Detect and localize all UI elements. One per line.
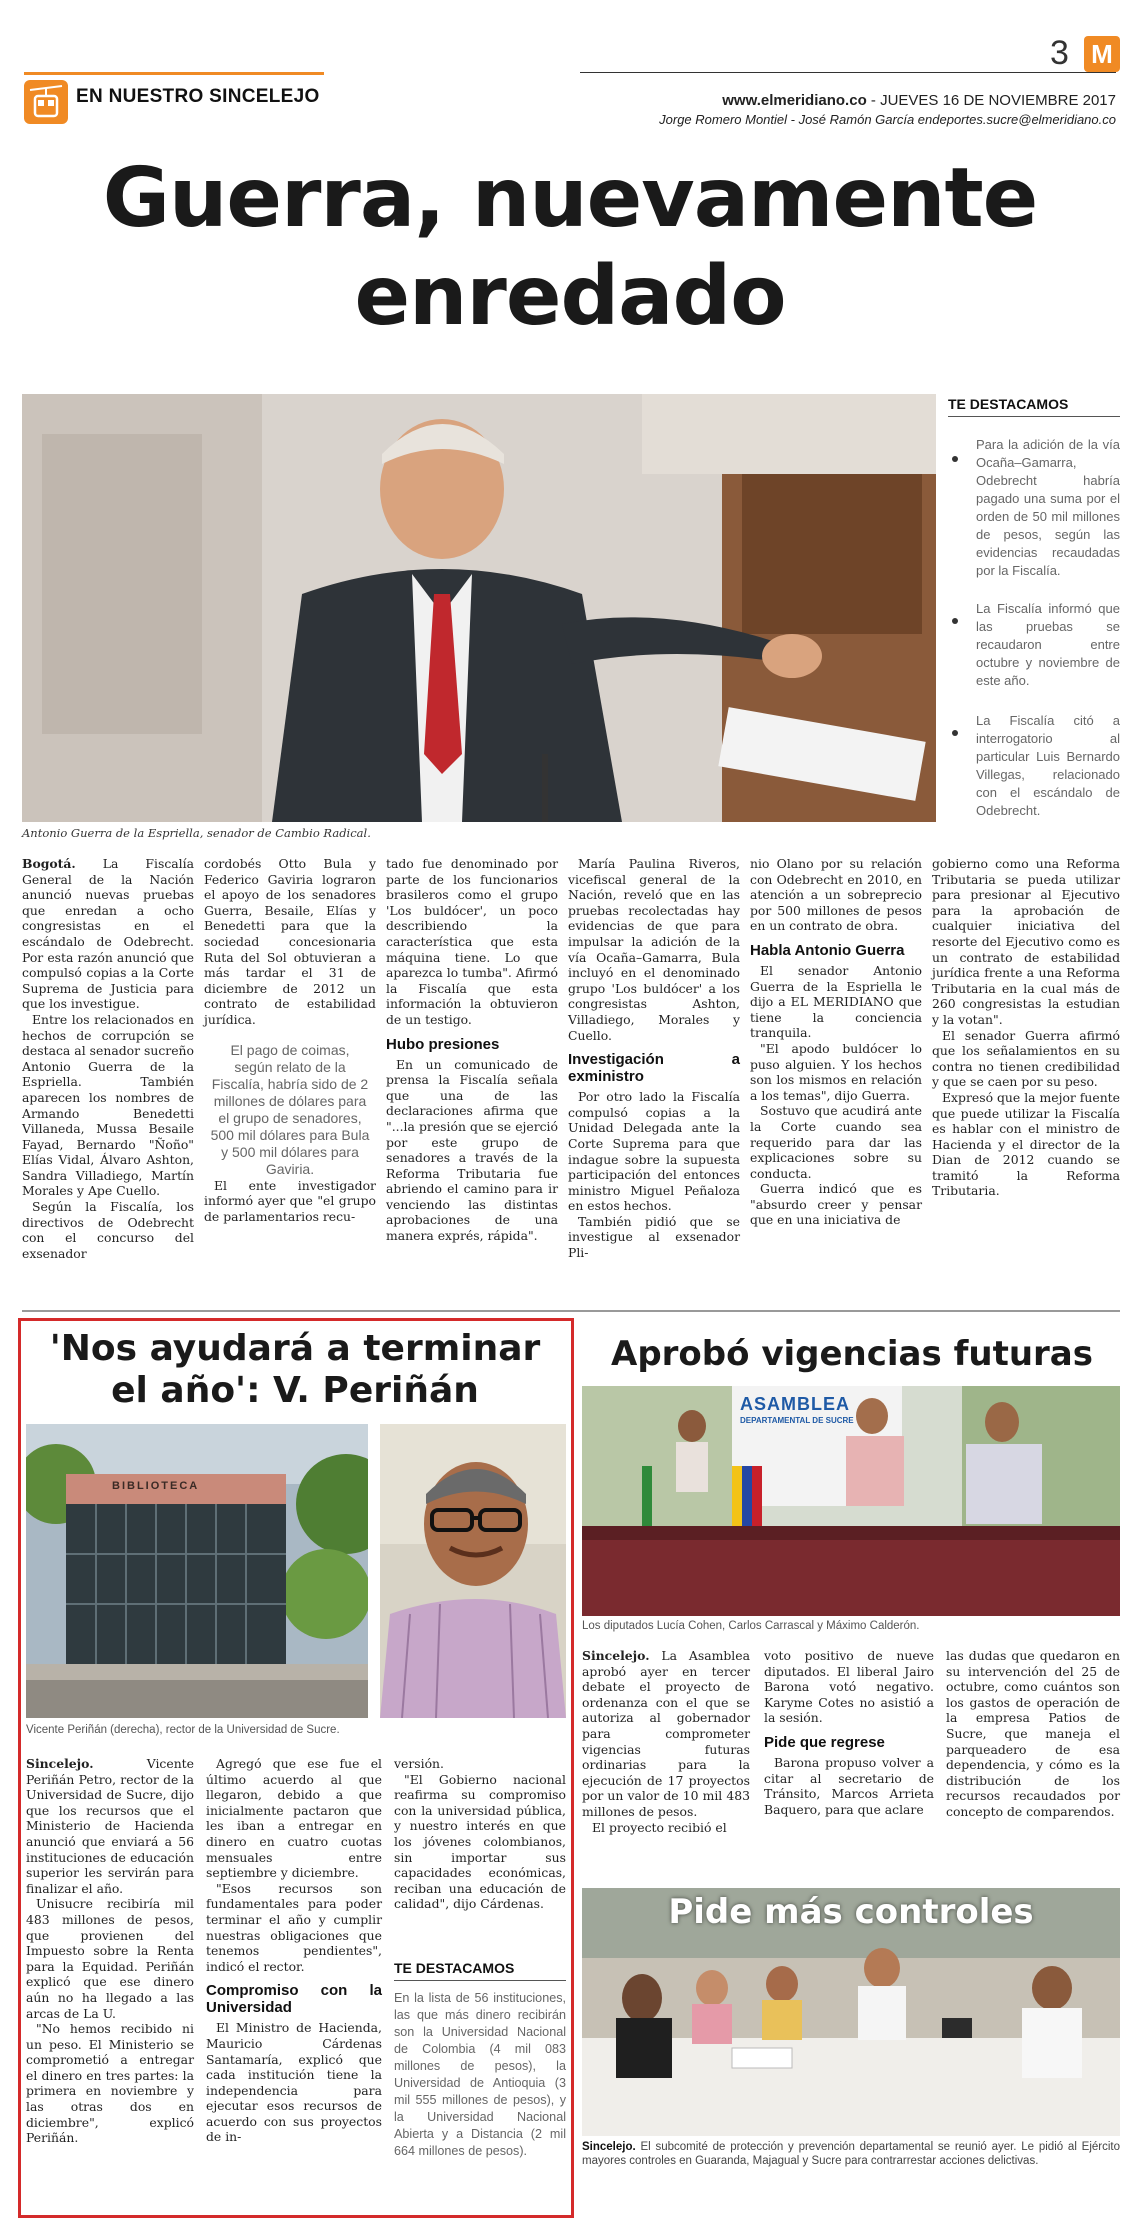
bullet-icon [952,618,958,624]
main-headline-line1: Guerra, nuevamente [102,151,1038,246]
main-column-2 [204,856,376,1224]
main-photo [22,394,936,822]
rector-photo [380,1424,566,1718]
section-rule [24,72,324,75]
dateline-city: Bogotá. [22,856,76,871]
paragraph: Guerra indicó que es "absurdo creer y pensar que en una iniciativa de [750,1181,922,1228]
paragraph: tado fue denominado por parte de los funcionarios brasileros como el grupo 'Los buldócer', un poco describiendo la característica que esta máquina tiene. Lo que aparezca lo tumba". Afirmó la Fiscalía que esta información la obtuvieron de un testigo. [386,856,558,1027]
dateline [560,92,1116,109]
perinan-column-3 [394,1756,566,1912]
paragraph: El Ministro de Hacienda, Mauricio Cárdenas Santamaría, explicó que cada institución tiene la independencia para ejecutar esos recursos de acuerdo con sus proyectos de in- [206,2020,382,2145]
main-headline-line2: enredado [354,249,786,344]
dateline-city: Sincelejo. [582,2141,636,2153]
controles-headline: Pide más controles [668,1892,1034,1932]
destacamos-item: La Fiscalía informó que las pruebas se recaudaron entre octubre y noviembre de este año. [976,601,1120,688]
perinan-photo-caption: Vicente Periñán (derecha), rector de la Universidad de Sucre. [26,1724,340,1736]
paragraph: En un comunicado de prensa la Fiscalía señala que una de las declaraciones afirma que "...la presión que se ejerció por este grupo de senadores a través de la Reforma Tributaria fue abriendo el camino para ir venciendo las distintas aprobaciones de una manera exprés, rápida". [386,1056,558,1244]
paragraph: Sostuvo que acudirá ante la Corte cuando sea requerido para dar las explicaciones sobre su conducta. [750,1103,922,1181]
paragraph: "El apodo buldócer lo puso alguien. Y los hechos son los mismos en relación a los temas", dijo Guerra. [750,1040,922,1103]
paragraph: Unisucre recibiría mil 483 millones de pesos, que provienen del Impuesto sobre la Renta para la Equidad. Periñán explicó que ese dinero aún no ha llegado a las arcas de La U. [26,1896,194,2021]
paragraph: Por otro lado la Fiscalía compulsó copias a la Unidad Delegada ante la Corte Suprema para que indague sobre la supuesta participación del entonces ministro Miguel Peñaloza en estos hechos. [568,1089,740,1214]
paragraph: Vicente Periñán Petro, rector de la Universidad de Sucre, dijo que los recursos que el Ministerio de Hacienda anunció que enviará a 56 instituciones de educación superior les servirán para finalizar el año. [26,1756,194,1896]
page-number: 3 [1050,34,1069,72]
main-headline [20,150,1120,346]
destacamos-item: La Fiscalía citó a interrogatorio al particular Luis Bernardo Villegas, relacionado con el escándalo de Odebrecht. [976,713,1120,818]
newspaper-logo: M [1084,36,1120,72]
paragraph: La Fiscalía General de la Nación anunció nuevas pruebas que enredan a ocho congresistas en el escándalo de Odebrecht. Por esta razón anunció que compulsó copias a la Corte Suprema de Justicia para que los investigue. [22,856,194,1012]
dateline-city: Sincelejo. [582,1648,650,1663]
perinan-headline [30,1328,560,1412]
issue-date: - JUEVES 16 DE NOVIEMBRE 2017 [870,92,1116,109]
vigencias-headline: Aprobó vigencias futuras [611,1334,1093,1374]
vigencias-column-3 [946,1648,1120,1820]
pull-quote: El pago de coimas, según relato de la Fiscalía, habría sido de 2 millones de dólares para el grupo de senadores, 500 mil dólares para Bula y 500 mil dólares para Gaviria. [210,1041,370,1177]
main-column-4 [568,856,740,1261]
perinan-headline-line2: el año': V. Periñán [111,1370,479,1411]
paragraph: Según la Fiscalía, los directivos de Odebrecht con el concurso del exsenador [22,1199,194,1261]
paragraph: versión. [394,1756,444,1771]
paragraph: cordobés Otto Bula y Federico Gaviria lograron el apoyo de los senadores Guerra, Besaile, Elías y Benedetti para que la sociedad concesionaria Ruta del Sol obtuvieran a más tardar el 31 de diciembre de 2012 un contrato de estabilidad jurídica. [204,856,376,1027]
perinan-column-1 [26,1756,194,2146]
subhead: Compromiso con la Universidad [206,1982,382,2017]
main-column-5 [750,856,922,1228]
paragraph: También pidió que se investigue al exsenador Pli- [568,1213,740,1261]
paragraph: Entre los relacionados en hechos de corrupción se destaca al senador sucreño Antonio Guerra de la Espriella. También aparecen los nombres de Armando Benedetti Villaneda, Mussa Besaile Fayad, Bernardo "Ñoño" Elías Vidal, Álvaro Ashton, Sandra Villadiego, Martín Morales y Ape Cuello. [22,1011,194,1199]
section-label: EN NUESTRO SINCELEJO [76,86,320,107]
vigencias-column-2 [764,1648,934,1817]
author-credits: Jorge Romero Montiel - José Ramón García endeportes.sucre@elmeridiano.co [659,112,1116,127]
bullet-icon [952,730,958,736]
subhead: Investigación a exministro [568,1051,740,1086]
subhead: Pide que regrese [764,1733,885,1751]
destacamos-item: Para la adición de la vía Ocaña–Gamarra, Odebrecht habría pagado una suma por el orden de 50 mil millones de pesos, según las evidencias recaudadas por la Fiscalía. [976,437,1120,578]
paragraph: El proyecto recibió el [592,1819,727,1835]
dateline-city: Sincelejo. [26,1756,94,1771]
caption-text: El subcomité de protección y prevención departamental se reunió ayer. Le pidió al Ejército mayores controles en Guaranda, Majagual y Sucre para contrarrestar acciones delictivas. [582,2141,1120,2167]
main-column-3 [386,856,558,1244]
destacamos-title: TE DESTACAMOS [948,396,1069,412]
vigencias-column-1 [582,1648,750,1835]
paragraph: Barona propuso volver a citar al secretario de Tránsito, Marcos Arrieta Baquero, para que aclare [764,1754,934,1817]
paragraph: las dudas que quedaron en su intervención del 25 de octubre, como cuántos son los gastos de operación de la empresa Patios de Sucre, que maneja el parqueadero de esa dependencia, y cómo es la distribución de los recursos recaudados por concepto de comparendos. [946,1648,1120,1819]
main-column-1 [22,856,194,1261]
library-photo [26,1424,368,1718]
site-url[interactable]: www.elmeridiano.co [722,92,867,109]
paragraph: El senador Guerra afirmó que los señalamientos en su contra no tienen credibilidad y que se caen por su peso. [932,1027,1120,1090]
section-separator [22,1310,1120,1312]
destacamos-rule [394,1980,566,1981]
perinan-column-2 [206,1756,382,2145]
paragraph: gobierno como una Reforma Tributaria se pueda utilizar para presionar al Ejecutivo para la aprobación de cualquier iniciativa del resorte del Ejecutivo como es un contrato de estabilidad jurídica frente a una Reforma Tributaria en la cual más de 260 congresistas la estudian y la votan". [932,856,1120,1027]
paragraph: El senador Antonio Guerra de la Espriella le dijo a EL MERIDIANO que tiene la conciencia tranquila. [750,962,922,1041]
subhead: Habla Antonio Guerra [750,941,905,959]
paragraph: nio Olano por su relación con Odebrecht en 2010, en atención a un sobreprecio por 500 millones de pesos en un contrato de obra. [750,856,922,934]
bullet-icon [952,456,958,462]
header-rule [580,72,1116,73]
assembly-photo [582,1386,1120,1616]
destacamos-rule [948,416,1120,417]
paragraph: "No hemos recibido ni un peso. El Ministerio se comprometió a entregar el dinero en tres partes: la primera en noviembre y las otras dos en diciembre", explicó Periñán. [26,2021,194,2146]
paragraph: Expresó que la mejor fuente que puede utilizar la Fiscalía es hablar con el ministro de Hacienda y el director de la Dian de 2012 cuando se tramitó la Reforma Tributaria. [932,1089,1120,1199]
assembly-banner-sub: DEPARTAMENTAL DE SUCRE [740,1416,854,1425]
cable-car-icon [24,80,68,124]
vigencias-photo-caption: Los diputados Lucía Cohen, Carlos Carrascal y Máximo Calderón. [582,1620,920,1632]
paragraph: "El Gobierno nacional reafirma su compromiso con la universidad pública, y nuestro interés en que los jóvenes colombianos, sin importar sus capacidades económicas, reciban una educación de calidad", dijo Cárdenas. [394,1771,566,1912]
paragraph: Agregó que ese fue el último acuerdo al que llegaron, debido a que inicialmente pactaron que les iban a entregar en dinero en cuatro cuotas mensuales entre septiembre y diciembre. [206,1756,382,1881]
perinan-destacamos-text: En la lista de 56 instituciones, las que más dinero recibirán son la Universidad Nacional de Colombia (4 mil 083 millones de pesos), la Universidad de Antioquia (3 mil 555 millones de pesos), y la Universidad Nacional Abierta y a Distancia (2 mil 664 millones de pesos). [394,1991,566,2158]
controles-caption [582,2140,1120,2168]
paragraph: El ente investigador informó ayer que "el grupo de parlamentarios recu- [204,1177,376,1224]
perinan-headline-line1: 'Nos ayudará a terminar [49,1328,541,1369]
assembly-banner: ASAMBLEA [740,1394,850,1414]
perinan-destacamos-title: TE DESTACAMOS [394,1960,515,1976]
paragraph: "Esos recursos son fundamentales para poder terminar el año y cumplir nuestras obligaciones que tenemos pendientes", indicó el rector. [206,1880,382,1974]
subhead: Hubo presiones [386,1035,500,1053]
library-sign: BIBLIOTECA [112,1480,200,1492]
paragraph: La Asamblea aprobó ayer en tercer debate el proyecto de ordenanza con el que se autoriza al gobernador para comprometer vigencias futuras ordinarias para la ejecución de 17 proyectos por un valor de 10 mil 483 millones de pesos. [582,1648,750,1819]
paragraph: voto positivo de nueve diputados. El liberal Jairo Barona votó negativo. Karyme Cotes no asistió a la sesión. [764,1648,934,1726]
paragraph: María Paulina Riveros, vicefiscal general de la Nación, reveló que en las pruebas recolectadas hay evidencias de que para impulsar la adición de la vía Ocaña–Gamarra, Bula incluyó en el denominado grupo 'Los buldócer' a los congresistas Ashton, Villadiego, Morales y Cuello. [568,856,740,1043]
main-column-6 [932,856,1120,1199]
main-photo-caption: Antonio Guerra de la Espriella, senador de Cambio Radical. [22,826,371,840]
